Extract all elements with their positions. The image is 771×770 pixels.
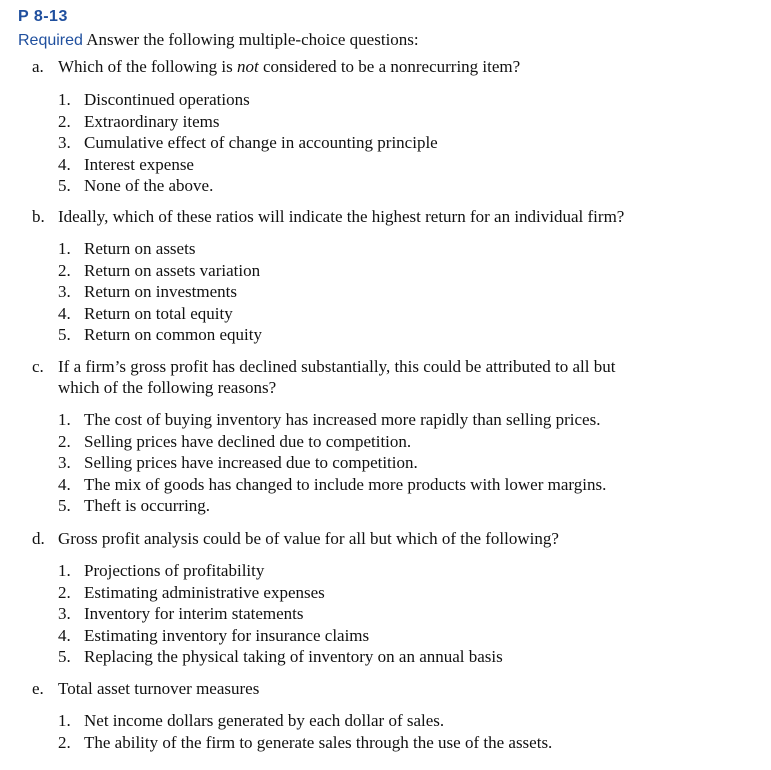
option-item [58,175,438,197]
option-text: Return on common equity [84,325,263,344]
option-item [58,132,438,154]
option-number: 2. [58,582,71,602]
option-item [58,303,262,325]
option-text: Estimating inventory for insurance claims [84,625,370,645]
option-item [58,732,552,754]
option-number: 4. [58,154,71,174]
question-text: Ideally, which of these ratios will indicate the highest return for an individual firm? [58,207,625,226]
option-number: 5. [58,647,71,666]
option-item [58,89,438,111]
option-text: Interest expense [84,154,194,174]
option-number: 2. [58,732,71,752]
option-item [58,710,552,732]
option-text: Selling prices have increased due to competition. [84,453,418,472]
option-item [58,474,606,496]
question-letter: a. [32,57,44,76]
options-d [58,560,503,668]
option-item [58,560,503,582]
option-number: 3. [58,282,71,301]
option-item [58,281,262,303]
option-item [58,582,503,604]
option-text: Cumulative effect of change in accounting principle [84,133,438,152]
option-number: 5. [58,176,71,195]
option-number: 4. [58,303,71,323]
option-number: 2. [58,431,71,451]
question-text [58,356,615,398]
question-text: Gross profit analysis could be of value for all but which of the following? [58,529,559,548]
option-text: Extraordinary items [84,111,220,131]
option-item [58,111,438,133]
question-text-line: which of the following reasons? [58,378,277,397]
option-text: Selling prices have declined due to competition. [84,431,412,451]
question-text [58,56,520,77]
option-text: Net income dollars generated by each dollar of sales. [84,711,445,730]
option-number: 3. [58,133,71,152]
question-emphasis: not [236,57,259,76]
option-item [58,646,503,668]
option-text: Return on assets [84,239,196,258]
option-item [58,625,503,647]
option-text: Estimating administrative expenses [84,582,325,602]
option-text: The ability of the firm to generate sales through the use of the assets. [84,732,553,752]
option-text: Return on total equity [84,303,233,323]
option-number: 3. [58,453,71,472]
option-number: 1. [58,410,71,429]
question-e [32,678,259,699]
option-text: None of the above. [84,176,214,195]
option-number: 4. [58,474,71,494]
options-a [58,89,438,197]
question-d [32,528,559,549]
question-letter: e. [32,679,44,698]
question-text-line: If a firm’s gross profit has declined substantially, this could be attributed to all but [58,357,616,376]
options-c [58,409,606,517]
option-item [58,154,438,176]
question-a [32,56,520,77]
option-text: Inventory for interim statements [84,604,304,623]
question-text: Total asset turnover measures [58,679,260,698]
option-item [58,603,503,625]
option-text: The mix of goods has changed to include more products with lower margins. [84,474,607,494]
question-letter: d. [32,529,45,548]
required-label: Required [18,32,83,49]
option-number: 1. [58,90,71,109]
options-b [58,238,262,346]
problem-number: P 8-13 [18,8,68,25]
option-text: Discontinued operations [84,90,250,109]
option-number: 4. [58,625,71,645]
required-instruction [18,30,419,50]
option-number: 2. [58,111,71,131]
option-number: 5. [58,496,71,515]
option-number: 1. [58,711,71,730]
option-number: 3. [58,604,71,623]
question-text-part: Which of the following is [58,57,237,76]
question-c [32,356,615,398]
question-letter: b. [32,207,45,226]
option-item [58,324,262,346]
option-number: 1. [58,239,71,258]
option-item [58,409,606,431]
option-text: Theft is occurring. [84,496,211,515]
question-letter: c. [32,357,44,376]
option-text: Return on assets variation [84,260,261,280]
options-e [58,710,552,753]
option-item [58,452,606,474]
instruction-text: Answer the following multiple-choice questions: [86,30,419,49]
option-text: Projections of profitability [84,561,265,580]
option-text: Replacing the physical taking of inventory on an annual basis [84,647,503,666]
option-number: 1. [58,561,71,580]
option-item [58,495,606,517]
option-item [58,260,262,282]
option-text: The cost of buying inventory has increased more rapidly than selling prices. [84,410,601,429]
option-item [58,431,606,453]
question-b [32,206,624,227]
option-text: Return on investments [84,282,237,301]
question-text-part: considered to be a nonrecurring item? [258,57,521,76]
option-item [58,238,262,260]
option-number: 2. [58,260,71,280]
option-number: 5. [58,325,71,344]
